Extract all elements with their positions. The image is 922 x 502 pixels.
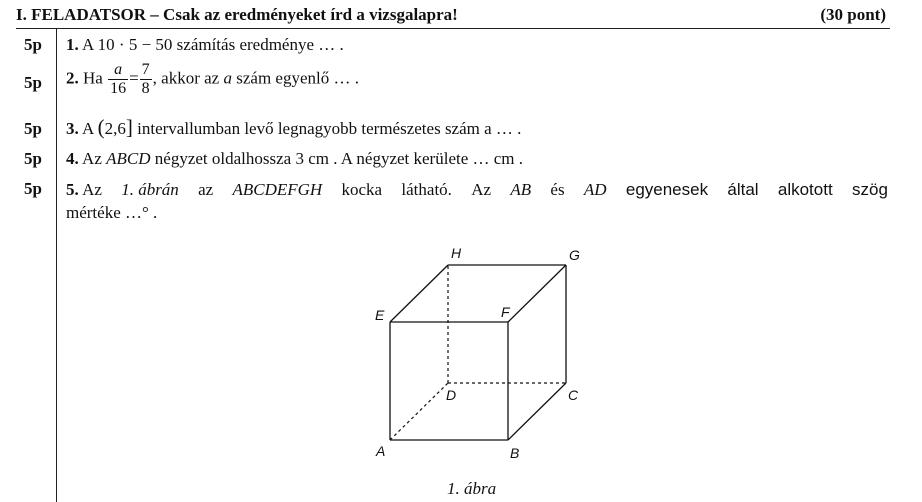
section-instruction: – Csak az eredményeket írd a vizsgalapra! — [146, 5, 458, 24]
q3-number: 3. — [66, 119, 79, 138]
edge-eh — [390, 265, 448, 322]
section-title — [16, 2, 458, 28]
q5-word: és — [550, 180, 565, 199]
q5-word: szög — [851, 180, 888, 199]
q3-points: 5p — [24, 119, 42, 138]
q3-text-pre: A — [78, 119, 98, 138]
q3-interval-body: 2,6 — [104, 119, 126, 138]
q2-text-mid: , akkor az — [152, 68, 224, 88]
vertex-label-d: D — [446, 387, 457, 403]
vertex-label-c: C — [568, 387, 579, 403]
q4-value: 3 cm — [295, 149, 329, 168]
q5-word: Az — [82, 180, 102, 199]
question-2 — [66, 61, 359, 98]
q1-text-pre: A — [78, 35, 98, 54]
q5-line-1 — [66, 178, 888, 201]
q5-line-2: mértéke …° . — [66, 203, 158, 222]
q1-number: 1. — [66, 35, 79, 54]
section-points: (30 pont) — [820, 5, 886, 24]
q5-word: kocka — [341, 180, 383, 199]
q4-text-pre: Az — [78, 149, 107, 168]
q5-lead — [66, 178, 102, 201]
vertex-label-h: H — [451, 245, 462, 261]
question-1 — [66, 34, 344, 56]
vertex-label-f: F — [501, 304, 510, 320]
q2-fraction-left — [108, 61, 128, 98]
question-3 — [66, 116, 521, 140]
q5-word: egyenesek — [625, 180, 709, 199]
q4-number: 4. — [66, 149, 79, 168]
q4-points: 5p — [24, 149, 42, 168]
vertex-label-a: A — [376, 443, 386, 459]
edge-fg — [508, 265, 566, 322]
q1-expression: 10 · 5 − 50 — [97, 35, 173, 54]
vertex-label-g: G — [569, 247, 580, 263]
q5-points: 5p — [24, 179, 42, 198]
q2-frac-right-denominator: 8 — [141, 80, 150, 97]
q5-line-ab: AB — [510, 180, 532, 199]
q5-word: által — [727, 180, 759, 199]
header-divider — [16, 28, 890, 29]
q2-equals: = — [129, 68, 139, 88]
q4-variable: ABCD — [106, 149, 151, 168]
q5-cube-name: ABCDEFGH — [232, 180, 323, 199]
q2-fraction-right — [140, 61, 152, 98]
q5-word: Az — [471, 180, 492, 199]
q5-number: 5. — [66, 180, 79, 199]
vertex-label-e: E — [375, 307, 385, 323]
q2-points: 5p — [24, 73, 42, 92]
q2-text-post: szám egyenlő … . — [231, 68, 359, 88]
q2-variable: a — [223, 68, 232, 88]
q4-text-post: . A négyzet kerülete … cm . — [329, 149, 524, 168]
q5-line-ad: AD — [583, 180, 607, 199]
q2-number: 2. — [66, 68, 79, 88]
q1-text-post: számítás eredménye … . — [172, 35, 344, 54]
q2-frac-left-denominator: 16 — [110, 80, 127, 97]
q5-word: alkotott — [777, 180, 833, 199]
edge-ad-hidden — [390, 383, 448, 440]
section-title-bold: I. FELADATSOR — [16, 5, 147, 24]
section-header — [16, 2, 888, 28]
q2-frac-left-numerator: a — [108, 61, 128, 80]
q4-text-mid: négyzet oldalhossza — [150, 149, 296, 168]
cube-figure — [360, 238, 600, 468]
points-column-divider — [56, 29, 57, 502]
q3-interval-close: ] — [125, 115, 133, 139]
edge-bc — [508, 383, 566, 440]
q3-interval-open: ( — [97, 115, 105, 139]
q1-points: 5p — [24, 35, 42, 54]
vertex-label-b: B — [510, 445, 520, 461]
q5-word: az — [198, 180, 214, 199]
q3-text-post: intervallumban levő legnagyobb természetes szám a … . — [132, 119, 522, 138]
q2-text-pre: Ha — [78, 68, 108, 88]
q5-figure-ref: 1. ábrán — [121, 180, 179, 199]
q2-frac-right-numerator: 7 — [141, 61, 150, 78]
figure-caption: 1. ábra — [447, 479, 497, 498]
q5-word: látható. — [401, 180, 452, 199]
question-5 — [66, 178, 888, 224]
question-4 — [66, 148, 523, 170]
